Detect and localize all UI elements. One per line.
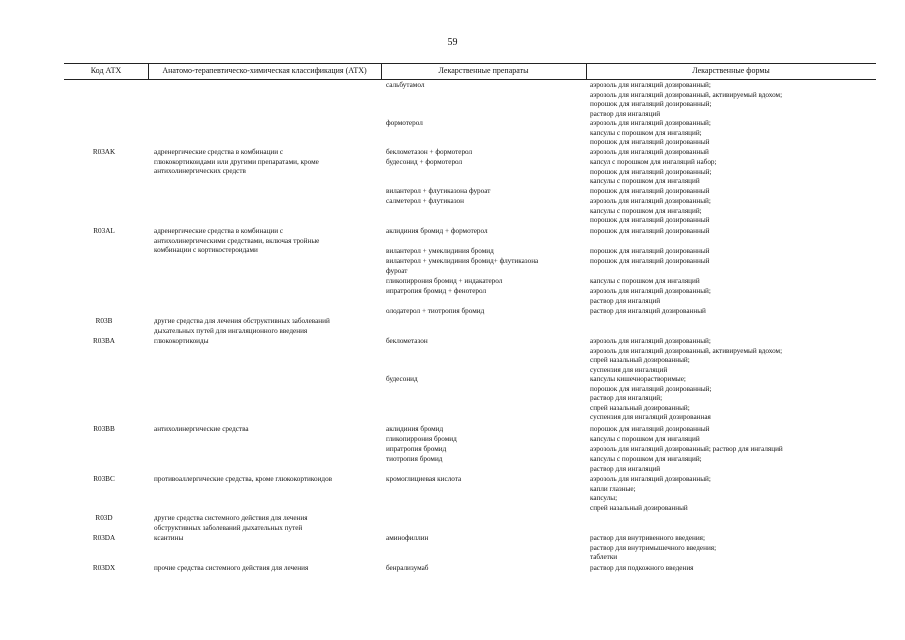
drug-name-line: сальбутамол bbox=[386, 81, 425, 89]
atc-code: R03D bbox=[95, 514, 113, 522]
drug-name bbox=[386, 375, 418, 385]
atc-classification bbox=[154, 514, 308, 533]
table-header-rule bbox=[64, 79, 876, 80]
dosage-forms-line: капсулы с порошком для ингаляций; bbox=[590, 455, 702, 463]
atc-code: R03AK bbox=[92, 148, 116, 156]
drug-name bbox=[386, 337, 428, 347]
drug-name-line: будесонид + формотерол bbox=[386, 158, 463, 166]
dosage-forms bbox=[590, 564, 693, 574]
dosage-forms-line: капсулы с порошком для ингаляций bbox=[590, 435, 700, 443]
drug-name bbox=[386, 534, 428, 544]
drug-name-line: гликопиррония бромид + индакатерол bbox=[386, 277, 503, 285]
dosage-forms-line: аэрозоль для ингаляций дозированный; bbox=[590, 287, 711, 295]
dosage-forms-line: раствор для внутривенного введения; bbox=[590, 534, 705, 542]
drug-name bbox=[386, 227, 488, 237]
drug-name bbox=[386, 287, 486, 297]
dosage-forms bbox=[590, 277, 700, 287]
drug-name bbox=[386, 475, 461, 485]
atc-code: R03DX bbox=[92, 564, 116, 572]
dosage-forms-line: суспензия для ингаляций дозированная bbox=[590, 413, 711, 421]
dosage-forms-line: спрей назальный дозированный; bbox=[590, 356, 690, 364]
atc-classification bbox=[154, 564, 308, 574]
atc-classification bbox=[154, 317, 330, 336]
dosage-forms bbox=[590, 425, 710, 435]
dosage-forms-line: порошок для ингаляций дозированный bbox=[590, 187, 710, 195]
drug-name-line: аминофиллин bbox=[386, 534, 429, 542]
drug-name bbox=[386, 277, 502, 287]
drug-name-line: вилантерол + умеклидиния бромид bbox=[386, 247, 494, 255]
dosage-forms-line: капсулы с порошком для ингаляций; bbox=[590, 206, 702, 215]
drug-name-line: гликопиррония бромид bbox=[386, 435, 457, 443]
dosage-forms-line: суспензия для ингаляций bbox=[590, 365, 668, 374]
dosage-forms bbox=[590, 197, 711, 226]
atc-classification-line: антихолинергическими средствами, включая тройные bbox=[154, 236, 320, 245]
dosage-forms-line: капсулы кишечнорастворимые; bbox=[590, 375, 686, 383]
drug-name-line: бенрализумаб bbox=[386, 564, 429, 572]
dosage-forms-line: порошок для ингаляций дозированный bbox=[590, 216, 710, 224]
dosage-forms-line: порошок для ингаляций дозированный bbox=[590, 227, 710, 235]
dosage-forms bbox=[590, 475, 711, 513]
drug-name-line: ипратропия бромид bbox=[386, 445, 447, 453]
drug-name bbox=[386, 257, 538, 276]
dosage-forms-line: таблетки bbox=[590, 553, 618, 561]
dosage-forms bbox=[590, 158, 717, 187]
atc-classification-line: другие средства системного действия для лечения bbox=[154, 514, 308, 522]
dosage-forms-line: аэрозоль для ингаляций дозированный; bbox=[590, 197, 711, 205]
atc-classification-line: обструктивных заболеваний дыхательных путей bbox=[154, 523, 303, 532]
dosage-forms-line: капсулы с порошком для ингаляций; bbox=[590, 128, 702, 137]
drug-name bbox=[386, 445, 446, 455]
dosage-forms-line: капсулы с порошком для ингаляций bbox=[590, 277, 700, 285]
dosage-forms-line: аэрозоль для ингаляций дозированный; раствор для ингаляций bbox=[590, 445, 783, 453]
dosage-forms-line: раствор для ингаляций bbox=[590, 109, 661, 118]
atc-classification-line: другие средства для лечения обструктивных заболеваний bbox=[154, 317, 330, 325]
atc-code: R03AL bbox=[93, 227, 115, 235]
header-atx: Анатомо-терапевтическо-химическая классификация (АТХ) bbox=[162, 66, 367, 75]
drug-name-line: олодатерол + тиотропия бромид bbox=[386, 307, 485, 315]
header-code: Код АТХ bbox=[90, 66, 122, 75]
atc-classification bbox=[154, 227, 319, 256]
dosage-forms bbox=[590, 534, 716, 563]
drug-name bbox=[386, 435, 457, 445]
drug-name bbox=[386, 247, 494, 257]
dosage-forms bbox=[590, 187, 710, 197]
dosage-forms-line: порошок для ингаляций дозированный bbox=[590, 138, 710, 146]
atc-classification-line: адренергические средства в комбинации с bbox=[154, 227, 284, 235]
dosage-forms-line: капсулы; bbox=[590, 494, 618, 502]
header-forms: Лекарственные формы bbox=[692, 66, 770, 75]
dosage-forms-line: порошок для ингаляций дозированный bbox=[590, 425, 710, 433]
atc-classification bbox=[154, 337, 209, 347]
drug-name-line: аклидиния бромид + формотерол bbox=[386, 227, 488, 235]
atc-classification-line: комбинации с кортикостероидами bbox=[154, 246, 258, 254]
dosage-forms-line: раствор для ингаляций bbox=[590, 296, 661, 305]
dosage-forms-line: порошок для ингаляций дозированный bbox=[590, 257, 710, 265]
dosage-forms bbox=[590, 455, 702, 474]
drug-name-line: вилантерол + умеклидиния бромид+ флутиказона bbox=[386, 257, 539, 265]
drug-name bbox=[386, 455, 442, 465]
drug-name-line: будесонид bbox=[386, 375, 418, 383]
atc-classification-line: ксантины bbox=[154, 534, 184, 542]
dosage-forms bbox=[590, 445, 783, 455]
atc-classification-line: глюкокортикоидами или другими препаратами, кроме bbox=[154, 157, 319, 166]
drug-name bbox=[386, 158, 462, 168]
drug-name-line: аклидиния бромид bbox=[386, 425, 444, 433]
dosage-forms-line: аэрозоль для ингаляций дозированный, активируемый вдохом; bbox=[590, 90, 783, 99]
drug-name-line: фуроат bbox=[386, 266, 408, 275]
dosage-forms-line: раствор для внутримышечного введения; bbox=[590, 543, 717, 552]
atc-classification-line: антихолинергические средства bbox=[154, 425, 249, 433]
dosage-forms bbox=[590, 257, 710, 267]
dosage-forms-line: порошок для ингаляций дозированный; bbox=[590, 100, 712, 108]
drug-name-line: беклометазон bbox=[386, 337, 428, 345]
drug-name bbox=[386, 187, 490, 197]
drug-name bbox=[386, 307, 484, 317]
atc-classification-line: глюкокортикоиды bbox=[154, 337, 209, 345]
table-top-rule bbox=[64, 63, 876, 64]
drug-name-line: формотерол bbox=[386, 119, 423, 127]
drug-name bbox=[386, 119, 423, 129]
drug-name-line: беклометазон + формотерол bbox=[386, 148, 473, 156]
dosage-forms-line: раствор для ингаляций bbox=[590, 464, 661, 473]
dosage-forms-line: капли глазные; bbox=[590, 484, 636, 493]
dosage-forms-line: капсулы с порошком для ингаляций bbox=[590, 177, 700, 185]
drug-name-line: салметерол + флутиказон bbox=[386, 197, 464, 205]
dosage-forms-line: аэрозоль для ингаляций дозированный; bbox=[590, 337, 711, 345]
drug-name bbox=[386, 148, 472, 158]
dosage-forms-line: аэрозоль для ингаляций дозированный bbox=[590, 148, 709, 156]
dosage-forms bbox=[590, 119, 711, 148]
atc-classification-line: адренергические средства в комбинации с bbox=[154, 148, 284, 156]
dosage-forms bbox=[590, 375, 712, 423]
drug-name-line: кромоглициевая кислота bbox=[386, 475, 462, 483]
atc-classification bbox=[154, 475, 332, 485]
dosage-forms bbox=[590, 287, 711, 306]
dosage-forms-line: спрей назальный дозированный; bbox=[590, 403, 690, 412]
dosage-forms bbox=[590, 227, 710, 237]
dosage-forms-line: порошок для ингаляций дозированный; bbox=[590, 167, 712, 176]
atc-code: R03DA bbox=[92, 534, 116, 542]
dosage-forms-line: раствор для подкожного введения bbox=[590, 564, 694, 572]
atc-classification bbox=[154, 534, 183, 544]
drug-name bbox=[386, 197, 464, 207]
dosage-forms-line: порошок для ингаляций дозированный; bbox=[590, 384, 712, 393]
dosage-forms-line: аэрозоль для ингаляций дозированный, активируемый вдохом; bbox=[590, 346, 783, 355]
atc-classification-line: антихолинергических средств bbox=[154, 167, 246, 175]
dosage-forms bbox=[590, 307, 706, 317]
atc-classification bbox=[154, 425, 249, 435]
drug-name-line: вилантерол + флутиказона фуроат bbox=[386, 187, 491, 195]
dosage-forms-line: аэрозоль для ингаляций дозированный; bbox=[590, 475, 711, 483]
drug-name-line: ипратропия бромид + фенотерол bbox=[386, 287, 487, 295]
dosage-forms bbox=[590, 247, 710, 257]
atc-classification bbox=[154, 148, 319, 177]
atc-code: R03BA bbox=[93, 337, 115, 345]
dosage-forms-line: аэрозоль для ингаляций дозированный; bbox=[590, 119, 711, 127]
header-drugs: Лекарственные препараты bbox=[438, 66, 529, 75]
drug-name bbox=[386, 564, 428, 574]
dosage-forms-line: раствор для ингаляций; bbox=[590, 394, 663, 402]
dosage-forms-line: аэрозоль для ингаляций дозированный; bbox=[590, 81, 711, 89]
dosage-forms-line: порошок для ингаляций дозированный bbox=[590, 247, 710, 255]
dosage-forms bbox=[590, 337, 782, 375]
dosage-forms-line: капсул с порошком для ингаляций набор; bbox=[590, 158, 717, 166]
dosage-forms-line: раствор для ингаляций дозированный bbox=[590, 307, 706, 315]
atc-classification-line: дыхательных путей для ингаляционного введения bbox=[154, 326, 308, 335]
dosage-forms bbox=[590, 435, 700, 445]
dosage-forms bbox=[590, 81, 782, 119]
drug-name bbox=[386, 81, 424, 91]
atc-code: R03B bbox=[95, 317, 113, 325]
atc-classification-line: противоаллергические средства, кроме глюкокортикоидов bbox=[154, 475, 333, 483]
dosage-forms bbox=[590, 148, 709, 158]
page-number: 59 bbox=[447, 37, 458, 48]
drug-name bbox=[386, 425, 443, 435]
atc-code: R03BC bbox=[93, 475, 115, 483]
drug-name-line: тиотропия бромид bbox=[386, 455, 443, 463]
dosage-forms-line: спрей назальный дозированный bbox=[590, 503, 688, 512]
atc-code: R03BB bbox=[93, 425, 115, 433]
atc-classification-line: прочие средства системного действия для лечения bbox=[154, 564, 309, 572]
